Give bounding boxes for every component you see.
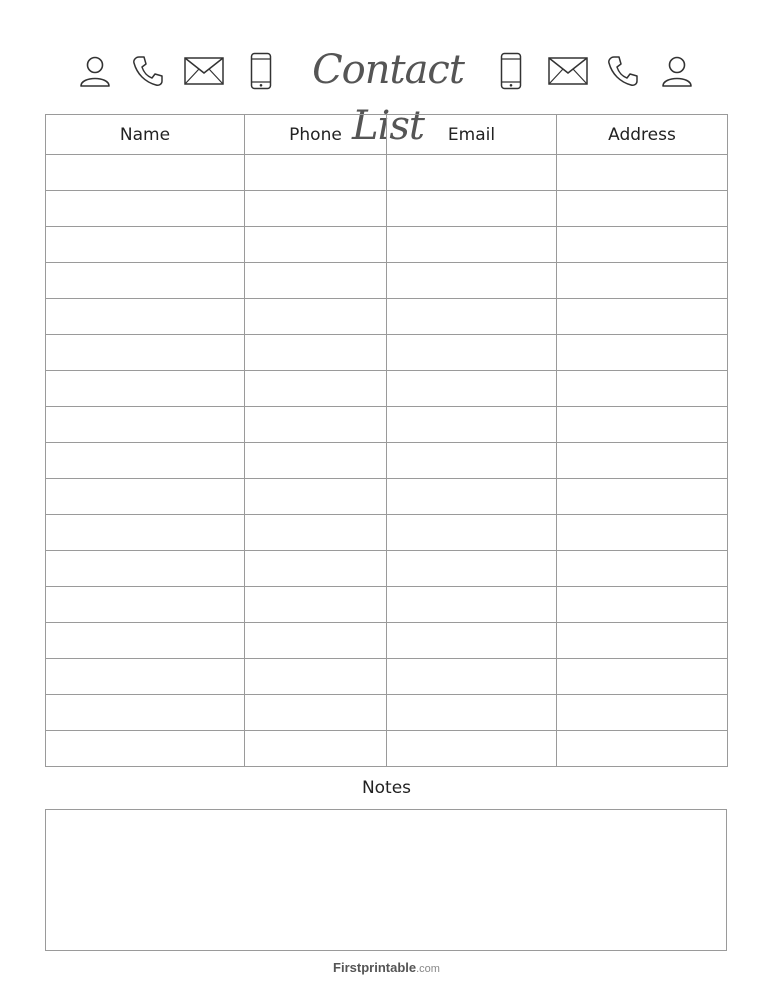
cell-email[interactable] [387, 407, 557, 443]
footer-tld: .com [416, 963, 440, 975]
page-title: Contact List [312, 47, 464, 149]
cell-phone[interactable] [245, 623, 387, 659]
cell-phone[interactable] [245, 695, 387, 731]
cell-address[interactable] [557, 515, 728, 551]
cell-name[interactable] [46, 623, 245, 659]
cell-phone[interactable] [245, 155, 387, 191]
cell-phone[interactable] [245, 551, 387, 587]
cell-address[interactable] [557, 731, 728, 767]
table-row [46, 299, 728, 335]
phone-icon [606, 54, 640, 88]
cell-address[interactable] [557, 587, 728, 623]
cell-phone[interactable] [245, 299, 387, 335]
cell-address[interactable] [557, 299, 728, 335]
cell-address[interactable] [557, 191, 728, 227]
smartphone-icon [250, 52, 272, 90]
table-row [46, 443, 728, 479]
cell-email[interactable] [387, 227, 557, 263]
contact-table [45, 114, 728, 767]
cell-address[interactable] [557, 659, 728, 695]
cell-address[interactable] [557, 263, 728, 299]
cell-email[interactable] [387, 443, 557, 479]
cell-name[interactable] [46, 695, 245, 731]
notes-label: Notes [361, 778, 412, 798]
cell-name[interactable] [46, 335, 245, 371]
table-row [46, 695, 728, 731]
cell-email[interactable] [387, 191, 557, 227]
cell-address[interactable] [557, 479, 728, 515]
table-row [46, 335, 728, 371]
cell-phone[interactable] [245, 587, 387, 623]
cell-email[interactable] [387, 587, 557, 623]
table-row [46, 623, 728, 659]
person-icon [78, 54, 112, 88]
footer [0, 960, 773, 975]
column-header-name: Name [46, 115, 245, 155]
cell-phone[interactable] [245, 659, 387, 695]
person-icon [660, 54, 694, 88]
cell-name[interactable] [46, 659, 245, 695]
cell-email[interactable] [387, 659, 557, 695]
cell-name[interactable] [46, 407, 245, 443]
cell-address[interactable] [557, 155, 728, 191]
envelope-icon [548, 57, 588, 85]
cell-name[interactable] [46, 515, 245, 551]
cell-phone[interactable] [245, 407, 387, 443]
table-row [46, 407, 728, 443]
cell-name[interactable] [46, 191, 245, 227]
table-row [46, 155, 728, 191]
cell-phone[interactable] [245, 515, 387, 551]
cell-phone[interactable] [245, 479, 387, 515]
table-row [46, 227, 728, 263]
table-row [46, 731, 728, 767]
envelope-icon [184, 57, 224, 85]
footer-brand: Firstprintable [333, 960, 417, 975]
cell-phone[interactable] [245, 371, 387, 407]
cell-address[interactable] [557, 371, 728, 407]
cell-address[interactable] [557, 623, 728, 659]
cell-address[interactable] [557, 407, 728, 443]
cell-email[interactable] [387, 731, 557, 767]
cell-name[interactable] [46, 479, 245, 515]
cell-phone[interactable] [245, 731, 387, 767]
cell-email[interactable] [387, 371, 557, 407]
smartphone-icon [500, 52, 522, 90]
cell-name[interactable] [46, 731, 245, 767]
table-row [46, 371, 728, 407]
cell-email[interactable] [387, 695, 557, 731]
table-header-row [46, 115, 728, 155]
table-row [46, 515, 728, 551]
table-row [46, 263, 728, 299]
cell-name[interactable] [46, 299, 245, 335]
cell-address[interactable] [557, 695, 728, 731]
cell-name[interactable] [46, 263, 245, 299]
cell-address[interactable] [557, 335, 728, 371]
cell-name[interactable] [46, 443, 245, 479]
table-body [46, 155, 728, 767]
cell-name[interactable] [46, 587, 245, 623]
cell-phone[interactable] [245, 443, 387, 479]
table-row [46, 191, 728, 227]
table-row [46, 587, 728, 623]
cell-phone[interactable] [245, 263, 387, 299]
cell-email[interactable] [387, 263, 557, 299]
cell-phone[interactable] [245, 191, 387, 227]
cell-address[interactable] [557, 227, 728, 263]
notes-area[interactable] [45, 809, 727, 951]
cell-email[interactable] [387, 479, 557, 515]
cell-email[interactable] [387, 515, 557, 551]
cell-phone[interactable] [245, 335, 387, 371]
cell-email[interactable] [387, 623, 557, 659]
column-header-email: Email [387, 115, 557, 155]
cell-email[interactable] [387, 155, 557, 191]
cell-name[interactable] [46, 227, 245, 263]
cell-email[interactable] [387, 551, 557, 587]
cell-phone[interactable] [245, 227, 387, 263]
cell-name[interactable] [46, 155, 245, 191]
cell-name[interactable] [46, 371, 245, 407]
column-header-address: Address [557, 115, 728, 155]
cell-address[interactable] [557, 551, 728, 587]
table-row [46, 479, 728, 515]
column-header-phone: Phone [245, 115, 387, 155]
table-row [46, 659, 728, 695]
phone-icon [131, 54, 165, 88]
cell-email[interactable] [387, 299, 557, 335]
cell-address[interactable] [557, 443, 728, 479]
table-row [46, 551, 728, 587]
cell-email[interactable] [387, 335, 557, 371]
cell-name[interactable] [46, 551, 245, 587]
